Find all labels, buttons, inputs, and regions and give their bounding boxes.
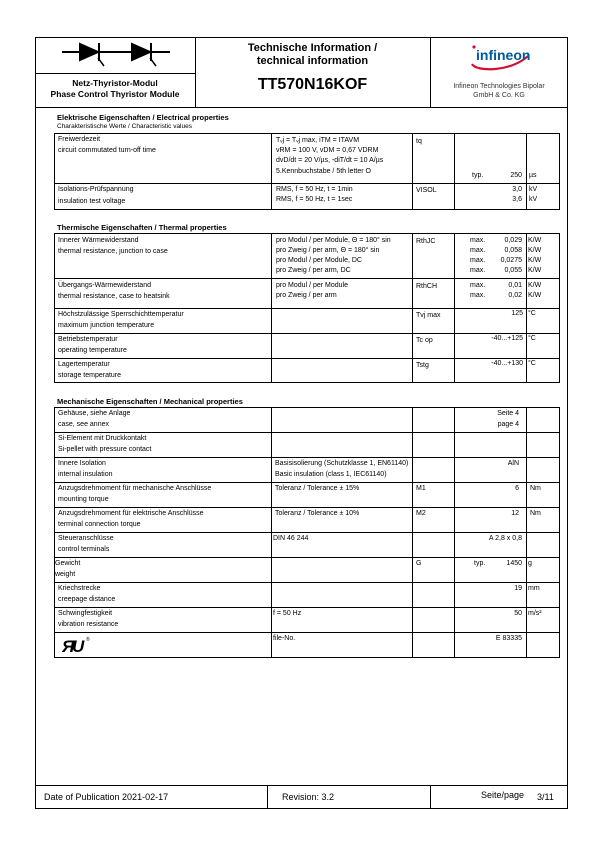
page-label: Seite/page <box>481 790 525 800</box>
condition-text: pro Modul / per Module, DC <box>276 257 362 264</box>
param-name-de: Si-Element mit Druckkontakt <box>58 435 147 442</box>
company-name-line2: GmbH & Co. KG <box>473 92 525 99</box>
value: 0,0275 <box>500 257 522 264</box>
unit: µs <box>529 172 537 179</box>
svg-text:®: ® <box>86 637 90 643</box>
value: -40...+125 <box>491 335 523 342</box>
param-name-en: mounting torque <box>58 496 109 503</box>
condition-text: pro Modul / per Module <box>276 282 348 289</box>
unit: °C <box>528 360 536 367</box>
ul-recognized-logo <box>60 635 92 655</box>
module-type-de: Netz-Thyristor-Modul <box>72 78 158 88</box>
symbol: RthCH <box>416 283 438 290</box>
footer-divider-2 <box>430 785 431 809</box>
value: Seite 4 <box>497 410 519 417</box>
param-name-de: Kriechstrecke <box>58 585 101 592</box>
unit: kV <box>529 196 538 203</box>
param-name-en: thermal resistance, case to heatsink <box>58 293 170 300</box>
condition-text: DIN 46 244 <box>273 535 309 542</box>
unit: K/W <box>528 292 542 299</box>
value: 12 <box>511 510 519 517</box>
param-name-de: Anzugsdrehmoment für elektrische Anschlüsse <box>58 510 204 517</box>
param-name-en: Si-pellet with pressure contact <box>58 446 152 453</box>
value: 6 <box>515 485 519 492</box>
unit: °C <box>528 310 536 317</box>
unit: g <box>528 560 532 567</box>
min-max-label: max. <box>470 257 486 264</box>
svg-text:U: U <box>72 637 85 655</box>
value: 3,0 <box>512 186 522 193</box>
section-subtitle-electrical: Charakteristische Werte / Characteristic values <box>57 123 192 130</box>
symbol: M1 <box>416 485 426 492</box>
param-name-en: storage temperature <box>58 372 122 379</box>
unit: mm <box>528 585 540 592</box>
infineon-logo <box>466 42 536 72</box>
unit: K/W <box>528 267 542 274</box>
condition-text: Basic insulation (class 1, IEC61140) <box>275 471 387 478</box>
svg-text:Я: Я <box>62 637 75 655</box>
condition-text: Toleranz / Tolerance ± 10% <box>275 510 360 517</box>
value: 50 <box>514 610 522 617</box>
unit: K/W <box>528 282 542 289</box>
value: 0,058 <box>504 247 522 254</box>
param-name-en: maximum junction temperature <box>58 322 155 329</box>
condition-text: pro Modul / per Module, Θ = 180° sin <box>276 237 391 244</box>
param-name-de: Anzugsdrehmoment für mechanische Anschlüsse <box>58 485 212 492</box>
param-name-de: Innerer Wärmewiderstand <box>58 237 139 244</box>
min-max-label: max. <box>470 237 486 244</box>
module-type-en: Phase Control Thyristor Module <box>50 89 180 99</box>
condition-text: Tᵥj = Tᵥj max, iTM = ITAVM <box>276 137 360 144</box>
unit: °C <box>528 335 536 342</box>
param-name-de: Schwingfestigkeit <box>58 610 113 617</box>
value: page 4 <box>497 421 519 428</box>
param-name-en: insulation test voltage <box>58 198 126 205</box>
condition-text: pro Zweig / per arm <box>276 292 337 299</box>
condition-text: Basisisolierung (Schutzklasse 1, EN61140) <box>275 460 409 467</box>
value: -40...+130 <box>491 360 523 367</box>
min-max-label: max. <box>470 282 486 289</box>
param-name-de: Gehäuse, siehe Anlage <box>58 410 131 417</box>
section-title-mechanical: Mechanische Eigenschaften / Mechanical properties <box>57 397 243 406</box>
unit: kV <box>529 186 538 193</box>
param-name-en: creepage distance <box>58 596 116 603</box>
param-name-en: operating temperature <box>58 347 127 354</box>
header-divider-left <box>35 73 195 74</box>
value: 250 <box>510 172 522 179</box>
unit: Nm <box>530 510 541 517</box>
unit: m/s² <box>528 610 542 617</box>
unit: K/W <box>528 247 542 254</box>
symbol: RthJC <box>416 238 436 245</box>
param-name-de: Betriebstemperatur <box>58 336 118 343</box>
param-name-de: Innere Isolation <box>58 460 106 467</box>
value: 19 <box>514 585 522 592</box>
publication-date: Date of Publication 2021-02-17 <box>44 792 169 802</box>
unit: Nm <box>530 485 541 492</box>
condition-text: RMS, f = 50 Hz, t = 1sec <box>276 196 353 203</box>
value: E 83335 <box>495 635 522 642</box>
footer-divider-1 <box>267 785 268 809</box>
condition-text: RMS, f = 50 Hz, t = 1min <box>276 186 353 193</box>
value: 125 <box>511 310 523 317</box>
param-name-en: vibration resistance <box>58 621 119 628</box>
min-max-label: max. <box>470 267 486 274</box>
symbol: tq <box>416 138 422 145</box>
symbol: Tstg <box>416 362 429 369</box>
symbol: VISOL <box>416 187 437 194</box>
param-name-en: thermal resistance, junction to case <box>58 248 168 255</box>
param-name-de: Isolations-Prüfspannung <box>58 186 134 193</box>
min-max-label: max. <box>470 247 486 254</box>
value: AlN <box>507 460 519 467</box>
footer-top-line <box>35 785 568 786</box>
symbol: M2 <box>416 510 426 517</box>
param-name-de: Lagertemperatur <box>58 361 110 368</box>
param-name-en: terminal connection torque <box>58 521 141 528</box>
condition-text: pro Zweig / per arm, DC <box>276 267 351 274</box>
revision: Revision: 3.2 <box>282 792 335 802</box>
param-name-de: Freiwerdezeit <box>58 136 101 143</box>
value: 0,02 <box>508 292 522 299</box>
param-name-en: case, see annex <box>58 421 109 428</box>
section-title-thermal: Thermische Eigenschaften / Thermal properties <box>57 223 227 232</box>
min-max-label: max. <box>470 292 486 299</box>
value: 3,6 <box>512 196 522 203</box>
symbol: G <box>416 560 422 567</box>
company-name-line1: Infineon Technologies Bipolar <box>453 83 545 90</box>
param-name-de: Höchstzulässige Sperrschichttemperatur <box>58 311 184 318</box>
section-title-electrical: Elektrische Eigenschaften / Electrical properties <box>57 113 229 122</box>
unit: K/W <box>528 237 542 244</box>
svg-text:infineon: infineon <box>476 47 531 63</box>
condition-text: 5.Kennbuchstabe / 5th letter O <box>276 168 371 175</box>
condition-text: Toleranz / Tolerance ± 15% <box>275 485 360 492</box>
param-name-de: Übergangs-Wärmewiderstand <box>58 282 151 289</box>
condition-text: pro Zweig / per arm, Θ = 180° sin <box>276 247 380 254</box>
symbol: Tc op <box>416 337 433 344</box>
condition-text: f = 50 Hz <box>273 610 302 617</box>
part-number: TT570N16KOF <box>257 76 368 93</box>
doc-title-de: Technische Information / <box>247 42 378 54</box>
symbol: Tvj max <box>416 312 441 319</box>
param-name-en: weight <box>55 571 76 578</box>
min-max-label: typ. <box>472 172 484 179</box>
doc-title-en: technical information <box>256 55 369 67</box>
condition-text: dvD/dt = 20 V/µs, -diT/dt = 10 A/µs <box>276 157 384 164</box>
value: 0,01 <box>508 282 522 289</box>
header-bottom-line <box>35 107 568 108</box>
value: 0,055 <box>504 267 522 274</box>
condition-text: vRM = 100 V, vDM = 0,67 VDRM <box>276 147 379 154</box>
value: A 2,8 x 0,8 <box>488 535 522 542</box>
value: 1450 <box>506 560 522 567</box>
min-max-label: typ. <box>474 560 486 567</box>
condition-text: file-No. <box>273 635 296 642</box>
param-name-de: Gewicht <box>55 560 81 567</box>
page-number: 3/11 <box>537 792 554 802</box>
value: 0,029 <box>504 237 522 244</box>
param-name-en: internal insulation <box>58 471 113 478</box>
param-name-en: circuit commutated turn-off time <box>58 147 156 154</box>
param-name-de: Steueranschlüsse <box>58 535 114 542</box>
param-name-en: control terminals <box>58 546 110 553</box>
unit: K/W <box>528 257 542 264</box>
thyristor-symbol-icon <box>60 40 172 68</box>
